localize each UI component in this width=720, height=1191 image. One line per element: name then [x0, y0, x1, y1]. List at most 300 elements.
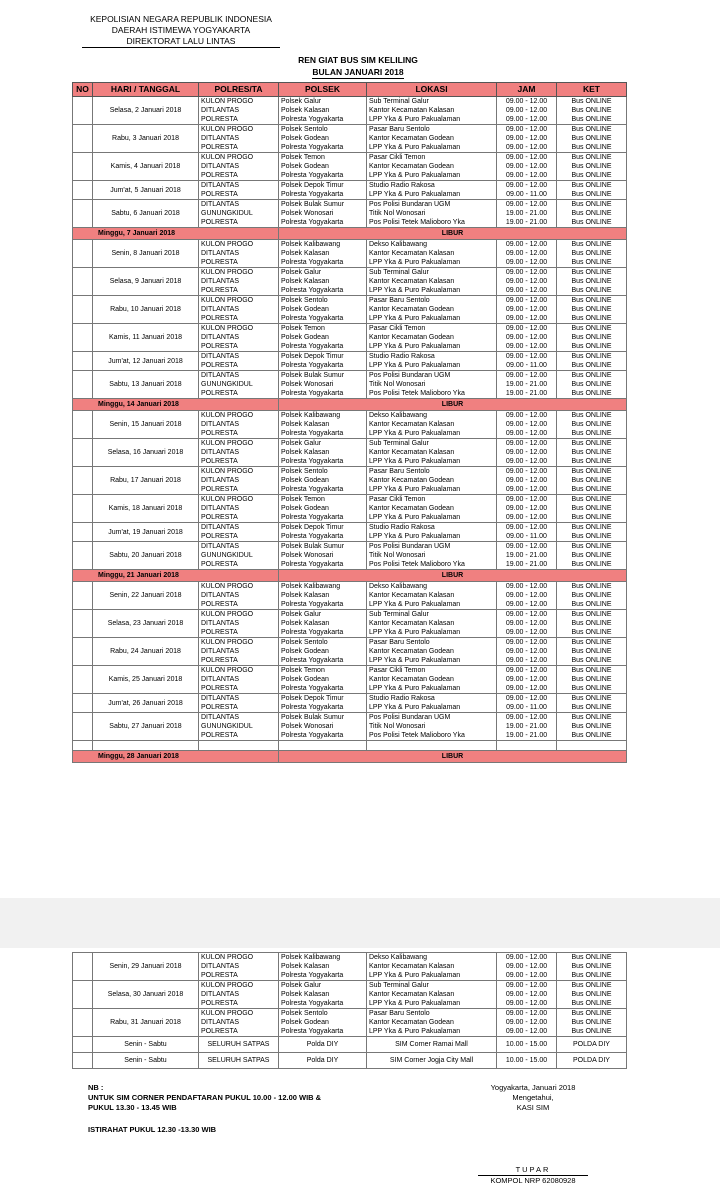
- polres-cell: KULON PROGO: [199, 240, 279, 250]
- location-cell: Kantor Kecamatan Godean: [367, 333, 497, 342]
- polsek-cell: Polresta Yogyakarta: [279, 190, 367, 200]
- note-cell: Bus ONLINE: [557, 420, 627, 429]
- polres-cell: GUNUNGKIDUL: [199, 551, 279, 560]
- no-cell: [73, 542, 93, 570]
- polsek-cell: Polresta Yogyakarta: [279, 513, 367, 523]
- polsek-cell: Polsek Depok Timur: [279, 523, 367, 533]
- col-header-no: NO: [73, 83, 93, 97]
- polsek-cell: Polsek Kalasan: [279, 420, 367, 429]
- location-cell: Titik Nol Wonosari: [367, 380, 497, 389]
- polsek-cell: Polresta Yogyakarta: [279, 971, 367, 981]
- polres-cell: SELURUH SATPAS: [199, 1037, 279, 1053]
- time-cell: 09.00 - 12.00: [497, 305, 557, 314]
- time-cell: 09.00 - 12.00: [497, 448, 557, 457]
- day-cell: Senin, 22 Januari 2018: [93, 582, 199, 610]
- location-cell: SIM Corner Ramai Mall: [367, 1037, 497, 1053]
- polres-cell: DITLANTAS: [199, 352, 279, 362]
- location-cell: LPP Yka & Puro Pakualaman: [367, 342, 497, 352]
- time-cell: 09.00 - 12.00: [497, 990, 557, 999]
- polsek-cell: Polsek Godean: [279, 305, 367, 314]
- day-cell: Jum'at, 5 Januari 2018: [93, 181, 199, 200]
- note-cell: Bus ONLINE: [557, 106, 627, 115]
- note-cell: Bus ONLINE: [557, 591, 627, 600]
- day-cell: Selasa, 23 Januari 2018: [93, 610, 199, 638]
- location-cell: Pos Polisi Bundaran UGM: [367, 542, 497, 552]
- polres-cell: POLRESTA: [199, 429, 279, 439]
- polsek-cell: Polsek Galur: [279, 610, 367, 620]
- note-cell: Bus ONLINE: [557, 314, 627, 324]
- polsek-cell: Polsek Depok Timur: [279, 181, 367, 191]
- polres-cell: POLRESTA: [199, 115, 279, 125]
- time-cell: 09.00 - 12.00: [497, 240, 557, 250]
- location-cell: Kantor Kecamatan Godean: [367, 1018, 497, 1027]
- location-cell: Sub Terminal Galur: [367, 97, 497, 107]
- no-cell: [73, 1037, 93, 1053]
- location-cell: Kantor Kecamatan Kalasan: [367, 420, 497, 429]
- location-cell: Pasar Cikli Temon: [367, 495, 497, 505]
- polsek-cell: Polsek Bulak Sumur: [279, 713, 367, 723]
- polsek-cell: Polsek Kalasan: [279, 106, 367, 115]
- location-cell: Pasar Baru Sentolo: [367, 467, 497, 477]
- note-cell: Bus ONLINE: [557, 200, 627, 210]
- note-cell: Bus ONLINE: [557, 361, 627, 371]
- polsek-cell: Polresta Yogyakarta: [279, 628, 367, 638]
- note-cell: Bus ONLINE: [557, 286, 627, 296]
- polres-cell: DITLANTAS: [199, 523, 279, 533]
- day-cell: Selasa, 2 Januari 2018: [93, 97, 199, 125]
- time-cell: 09.00 - 12.00: [497, 439, 557, 449]
- polres-cell: KULON PROGO: [199, 495, 279, 505]
- sim-corner-row: [73, 1053, 627, 1069]
- polsek-cell: Polsek Bulak Sumur: [279, 200, 367, 210]
- day-cell: Senin - Sabtu: [93, 1037, 199, 1053]
- time-cell: 09.00 - 12.00: [497, 981, 557, 991]
- no-cell: [73, 125, 93, 153]
- polsek-cell: Polsek Temon: [279, 495, 367, 505]
- notes-block: [88, 1083, 321, 1135]
- polres-cell: DITLANTAS: [199, 694, 279, 704]
- polsek-cell: Polsek Galur: [279, 268, 367, 278]
- polres-cell: KULON PROGO: [199, 638, 279, 648]
- note-cell: Bus ONLINE: [557, 675, 627, 684]
- polsek-cell: Polsek Kalasan: [279, 962, 367, 971]
- location-cell: Kantor Kecamatan Kalasan: [367, 277, 497, 286]
- note-cell: Bus ONLINE: [557, 258, 627, 268]
- time-cell: 09.00 - 12.00: [497, 476, 557, 485]
- polres-cell: KULON PROGO: [199, 324, 279, 334]
- no-cell: [73, 296, 93, 324]
- note-cell: Bus ONLINE: [557, 352, 627, 362]
- time-cell: 09.00 - 12.00: [497, 591, 557, 600]
- polsek-cell: Polresta Yogyakarta: [279, 457, 367, 467]
- day-cell: Sabtu, 6 Januari 2018: [93, 200, 199, 228]
- no-cell: [73, 981, 93, 1009]
- note-cell: Bus ONLINE: [557, 953, 627, 963]
- polsek-cell: Polresta Yogyakarta: [279, 171, 367, 181]
- no-cell: [73, 97, 93, 125]
- table-row: [73, 582, 627, 592]
- time-cell: 09.00 - 12.00: [497, 504, 557, 513]
- polsek-cell: Polresta Yogyakarta: [279, 656, 367, 666]
- day-cell: Sabtu, 27 Januari 2018: [93, 713, 199, 741]
- notes-line-2: PUKUL 13.30 - 13.45 WIB: [88, 1103, 177, 1112]
- polsek-cell: Polsek Kalasan: [279, 990, 367, 999]
- sim-corner-row: [73, 1037, 627, 1053]
- no-cell: [73, 439, 93, 467]
- polsek-cell: Polsek Godean: [279, 647, 367, 656]
- col-header-location: LOKASI: [367, 83, 497, 97]
- note-cell: Bus ONLINE: [557, 115, 627, 125]
- polsek-cell: Polresta Yogyakarta: [279, 429, 367, 439]
- note-cell: Bus ONLINE: [557, 542, 627, 552]
- polres-cell: DITLANTAS: [199, 420, 279, 429]
- note-cell: Bus ONLINE: [557, 296, 627, 306]
- table-row: [73, 713, 627, 723]
- note-cell: Bus ONLINE: [557, 448, 627, 457]
- polres-cell: POLRESTA: [199, 143, 279, 153]
- location-cell: Kantor Kecamatan Godean: [367, 675, 497, 684]
- day-cell: Selasa, 30 Januari 2018: [93, 981, 199, 1009]
- polres-cell: KULON PROGO: [199, 153, 279, 163]
- blank-row: [73, 741, 627, 751]
- time-cell: 09.00 - 12.00: [497, 97, 557, 107]
- day-cell: Kamis, 11 Januari 2018: [93, 324, 199, 352]
- location-cell: Dekso Kalibawang: [367, 953, 497, 963]
- location-cell: LPP Yka & Puro Pakualaman: [367, 171, 497, 181]
- polres-cell: DITLANTAS: [199, 448, 279, 457]
- time-cell: 09.00 - 12.00: [497, 134, 557, 143]
- time-cell: 10.00 - 15.00: [497, 1037, 557, 1053]
- location-cell: LPP Yka & Puro Pakualaman: [367, 513, 497, 523]
- note-cell: Bus ONLINE: [557, 722, 627, 731]
- col-header-polsek: POLSEK: [279, 83, 367, 97]
- location-cell: Kantor Kecamatan Kalasan: [367, 591, 497, 600]
- note-cell: Bus ONLINE: [557, 990, 627, 999]
- location-cell: LPP Yka & Puro Pakualaman: [367, 971, 497, 981]
- location-cell: LPP Yka & Puro Pakualaman: [367, 457, 497, 467]
- polsek-cell: Polsek Kalasan: [279, 591, 367, 600]
- table-row: [73, 268, 627, 278]
- institution-header: [82, 14, 280, 48]
- polsek-cell: Polsek Kalasan: [279, 249, 367, 258]
- location-cell: Titik Nol Wonosari: [367, 209, 497, 218]
- no-cell: [73, 181, 93, 200]
- note-cell: Bus ONLINE: [557, 181, 627, 191]
- location-cell: Pasar Baru Sentolo: [367, 125, 497, 135]
- polres-cell: DITLANTAS: [199, 476, 279, 485]
- title-line-1: REN GIAT BUS SIM KELILING: [298, 55, 418, 65]
- polsek-cell: Polsek Godean: [279, 1018, 367, 1027]
- note-cell: Bus ONLINE: [557, 467, 627, 477]
- polsek-cell: Polresta Yogyakarta: [279, 485, 367, 495]
- no-cell: [73, 666, 93, 694]
- holiday-date: Minggu, 7 Januari 2018: [73, 228, 279, 240]
- polsek-cell: Polsek Wonosari: [279, 551, 367, 560]
- polsek-cell: Polsek Sentolo: [279, 1009, 367, 1019]
- no-cell: [73, 411, 93, 439]
- document-title: [258, 54, 458, 79]
- polsek-cell: Polsek Temon: [279, 153, 367, 163]
- location-cell: Dekso Kalibawang: [367, 240, 497, 250]
- note-cell: Bus ONLINE: [557, 439, 627, 449]
- time-cell: 09.00 - 12.00: [497, 1018, 557, 1027]
- polsek-cell: Polsek Depok Timur: [279, 352, 367, 362]
- location-cell: Sub Terminal Galur: [367, 981, 497, 991]
- location-cell: LPP Yka & Puro Pakualaman: [367, 361, 497, 371]
- polres-cell: POLRESTA: [199, 532, 279, 542]
- time-cell: 09.00 - 12.00: [497, 333, 557, 342]
- location-cell: Pos Polisi Tetek Malioboro Yka: [367, 218, 497, 228]
- polsek-cell: Polresta Yogyakarta: [279, 389, 367, 399]
- time-cell: 09.00 - 12.00: [497, 171, 557, 181]
- time-cell: 09.00 - 12.00: [497, 971, 557, 981]
- empty-cell: [497, 741, 557, 751]
- location-cell: Kantor Kecamatan Kalasan: [367, 448, 497, 457]
- time-cell: 09.00 - 12.00: [497, 143, 557, 153]
- location-cell: Sub Terminal Galur: [367, 610, 497, 620]
- time-cell: 09.00 - 12.00: [497, 162, 557, 171]
- polres-cell: DITLANTAS: [199, 504, 279, 513]
- table-row: [73, 324, 627, 334]
- polsek-cell: Polresta Yogyakarta: [279, 600, 367, 610]
- polsek-cell: Polresta Yogyakarta: [279, 532, 367, 542]
- location-cell: Pos Polisi Bundaran UGM: [367, 371, 497, 381]
- holiday-label: LIBUR: [279, 228, 627, 240]
- time-cell: 09.00 - 12.00: [497, 342, 557, 352]
- time-cell: 09.00 - 12.00: [497, 962, 557, 971]
- time-cell: 19.00 - 21.00: [497, 218, 557, 228]
- polres-cell: GUNUNGKIDUL: [199, 209, 279, 218]
- note-cell: Bus ONLINE: [557, 457, 627, 467]
- time-cell: 09.00 - 12.00: [497, 694, 557, 704]
- time-cell: 09.00 - 12.00: [497, 296, 557, 306]
- day-cell: Rabu, 31 Januari 2018: [93, 1009, 199, 1037]
- no-cell: [73, 467, 93, 495]
- location-cell: LPP Yka & Puro Pakualaman: [367, 999, 497, 1009]
- polres-cell: DITLANTAS: [199, 333, 279, 342]
- polsek-cell: Polresta Yogyakarta: [279, 143, 367, 153]
- polres-cell: POLRESTA: [199, 361, 279, 371]
- no-cell: [73, 582, 93, 610]
- polres-cell: POLRESTA: [199, 560, 279, 570]
- page-gap: [0, 898, 720, 948]
- polsek-cell: Polsek Bulak Sumur: [279, 542, 367, 552]
- polres-cell: GUNUNGKIDUL: [199, 380, 279, 389]
- location-cell: Kantor Kecamatan Godean: [367, 647, 497, 656]
- polsek-cell: Polresta Yogyakarta: [279, 115, 367, 125]
- note-cell: Bus ONLINE: [557, 513, 627, 523]
- no-cell: [73, 240, 93, 268]
- table-row: [73, 411, 627, 421]
- note-cell: Bus ONLINE: [557, 703, 627, 713]
- note-cell: Bus ONLINE: [557, 125, 627, 135]
- no-cell: [73, 324, 93, 352]
- empty-cell: [73, 741, 93, 751]
- polsek-cell: Polsek Sentolo: [279, 125, 367, 135]
- location-cell: Studio Radio Rakosa: [367, 352, 497, 362]
- no-cell: [73, 153, 93, 181]
- note-cell: Bus ONLINE: [557, 342, 627, 352]
- polsek-cell: Polresta Yogyakarta: [279, 361, 367, 371]
- polsek-cell: Polsek Galur: [279, 981, 367, 991]
- time-cell: 09.00 - 12.00: [497, 485, 557, 495]
- polres-cell: KULON PROGO: [199, 411, 279, 421]
- note-cell: Bus ONLINE: [557, 153, 627, 163]
- polsek-cell: Polda DIY: [279, 1053, 367, 1069]
- note-cell: POLDA DIY: [557, 1053, 627, 1069]
- polsek-cell: Polresta Yogyakarta: [279, 1027, 367, 1037]
- time-cell: 09.00 - 12.00: [497, 523, 557, 533]
- polsek-cell: Polsek Kalibawang: [279, 582, 367, 592]
- time-cell: 09.00 - 12.00: [497, 200, 557, 210]
- polres-cell: POLRESTA: [199, 628, 279, 638]
- no-cell: [73, 523, 93, 542]
- time-cell: 09.00 - 12.00: [497, 411, 557, 421]
- location-cell: Dekso Kalibawang: [367, 411, 497, 421]
- note-cell: Bus ONLINE: [557, 610, 627, 620]
- day-cell: Rabu, 10 Januari 2018: [93, 296, 199, 324]
- polres-cell: DITLANTAS: [199, 713, 279, 723]
- time-cell: 09.00 - 12.00: [497, 582, 557, 592]
- note-cell: Bus ONLINE: [557, 582, 627, 592]
- note-cell: Bus ONLINE: [557, 277, 627, 286]
- day-cell: Kamis, 25 Januari 2018: [93, 666, 199, 694]
- location-cell: LPP Yka & Puro Pakualaman: [367, 190, 497, 200]
- time-cell: 09.00 - 12.00: [497, 429, 557, 439]
- note-cell: Bus ONLINE: [557, 628, 627, 638]
- location-cell: Kantor Kecamatan Godean: [367, 162, 497, 171]
- time-cell: 09.00 - 12.00: [497, 619, 557, 628]
- polres-cell: POLRESTA: [199, 971, 279, 981]
- location-cell: LPP Yka & Puro Pakualaman: [367, 600, 497, 610]
- time-cell: 09.00 - 12.00: [497, 324, 557, 334]
- polres-cell: DITLANTAS: [199, 181, 279, 191]
- time-cell: 09.00 - 12.00: [497, 647, 557, 656]
- polsek-cell: Polsek Godean: [279, 476, 367, 485]
- table-header-row: [73, 83, 627, 97]
- day-cell: Jum'at, 19 Januari 2018: [93, 523, 199, 542]
- day-cell: Kamis, 18 Januari 2018: [93, 495, 199, 523]
- polres-cell: KULON PROGO: [199, 467, 279, 477]
- time-cell: 09.00 - 12.00: [497, 115, 557, 125]
- polres-cell: DITLANTAS: [199, 990, 279, 999]
- time-cell: 09.00 - 12.00: [497, 286, 557, 296]
- polres-cell: POLRESTA: [199, 258, 279, 268]
- polres-cell: POLRESTA: [199, 656, 279, 666]
- location-cell: SIM Corner Jogja City Mall: [367, 1053, 497, 1069]
- location-cell: Studio Radio Rakosa: [367, 181, 497, 191]
- time-cell: 09.00 - 12.00: [497, 656, 557, 666]
- polres-cell: POLRESTA: [199, 218, 279, 228]
- location-cell: LPP Yka & Puro Pakualaman: [367, 286, 497, 296]
- location-cell: Studio Radio Rakosa: [367, 694, 497, 704]
- polsek-cell: Polsek Godean: [279, 162, 367, 171]
- note-cell: Bus ONLINE: [557, 143, 627, 153]
- note-cell: Bus ONLINE: [557, 371, 627, 381]
- polsek-cell: Polresta Yogyakarta: [279, 703, 367, 713]
- note-cell: Bus ONLINE: [557, 962, 627, 971]
- location-cell: Kantor Kecamatan Godean: [367, 134, 497, 143]
- polsek-cell: Polsek Temon: [279, 324, 367, 334]
- polres-cell: DITLANTAS: [199, 134, 279, 143]
- location-cell: Titik Nol Wonosari: [367, 722, 497, 731]
- note-cell: Bus ONLINE: [557, 411, 627, 421]
- polsek-cell: Polsek Kalasan: [279, 448, 367, 457]
- note-cell: Bus ONLINE: [557, 1027, 627, 1037]
- note-cell: Bus ONLINE: [557, 162, 627, 171]
- time-cell: 09.00 - 12.00: [497, 153, 557, 163]
- polres-cell: KULON PROGO: [199, 981, 279, 991]
- location-cell: LPP Yka & Puro Pakualaman: [367, 656, 497, 666]
- no-cell: [73, 610, 93, 638]
- holiday-row: [73, 399, 627, 411]
- note-cell: Bus ONLINE: [557, 638, 627, 648]
- location-cell: LPP Yka & Puro Pakualaman: [367, 703, 497, 713]
- location-cell: Sub Terminal Galur: [367, 439, 497, 449]
- time-cell: 09.00 - 12.00: [497, 666, 557, 676]
- location-cell: LPP Yka & Puro Pakualaman: [367, 532, 497, 542]
- polres-cell: DITLANTAS: [199, 277, 279, 286]
- time-cell: 09.00 - 12.00: [497, 600, 557, 610]
- polsek-cell: Polsek Godean: [279, 134, 367, 143]
- polres-cell: DITLANTAS: [199, 249, 279, 258]
- polres-cell: DITLANTAS: [199, 162, 279, 171]
- holiday-label: LIBUR: [279, 570, 627, 582]
- note-cell: Bus ONLINE: [557, 495, 627, 505]
- table-row: [73, 200, 627, 210]
- time-cell: 09.00 - 12.00: [497, 352, 557, 362]
- time-cell: 09.00 - 12.00: [497, 371, 557, 381]
- polres-cell: POLRESTA: [199, 600, 279, 610]
- time-cell: 19.00 - 21.00: [497, 722, 557, 731]
- note-cell: Bus ONLINE: [557, 389, 627, 399]
- signature-mengetahui: Mengetahui,: [512, 1093, 554, 1102]
- day-cell: Senin - Sabtu: [93, 1053, 199, 1069]
- holiday-date: Minggu, 21 Januari 2018: [73, 570, 279, 582]
- title-line-2: BULAN JANUARI 2018: [312, 67, 404, 77]
- polsek-cell: Polresta Yogyakarta: [279, 286, 367, 296]
- time-cell: 10.00 - 15.00: [497, 1053, 557, 1069]
- polsek-cell: Polresta Yogyakarta: [279, 560, 367, 570]
- time-cell: 09.00 - 12.00: [497, 467, 557, 477]
- note-cell: Bus ONLINE: [557, 268, 627, 278]
- location-cell: Pasar Baru Sentolo: [367, 296, 497, 306]
- location-cell: Pasar Cikli Temon: [367, 666, 497, 676]
- polsek-cell: Polsek Kalibawang: [279, 953, 367, 963]
- signature-role: KASI SIM: [516, 1103, 550, 1112]
- location-cell: LPP Yka & Puro Pakualaman: [367, 485, 497, 495]
- polsek-cell: Polsek Kalasan: [279, 619, 367, 628]
- location-cell: Pasar Cikli Temon: [367, 324, 497, 334]
- time-cell: 09.00 - 11.00: [497, 532, 557, 542]
- note-cell: Bus ONLINE: [557, 504, 627, 513]
- table-row: [73, 97, 627, 107]
- holiday-label: LIBUR: [279, 399, 627, 411]
- time-cell: 19.00 - 21.00: [497, 389, 557, 399]
- time-cell: 09.00 - 12.00: [497, 628, 557, 638]
- table-row: [73, 181, 627, 191]
- notes-line-3: ISTIRAHAT PUKUL 12.30 -13.30 WIB: [88, 1125, 217, 1134]
- polres-cell: POLRESTA: [199, 999, 279, 1009]
- day-cell: Jum'at, 12 Januari 2018: [93, 352, 199, 371]
- table-row: [73, 953, 627, 963]
- time-cell: 09.00 - 12.00: [497, 249, 557, 258]
- time-cell: 19.00 - 21.00: [497, 380, 557, 389]
- time-cell: 09.00 - 12.00: [497, 495, 557, 505]
- col-header-date: HARI / TANGGAL: [93, 83, 199, 97]
- note-cell: Bus ONLINE: [557, 324, 627, 334]
- polres-cell: POLRESTA: [199, 171, 279, 181]
